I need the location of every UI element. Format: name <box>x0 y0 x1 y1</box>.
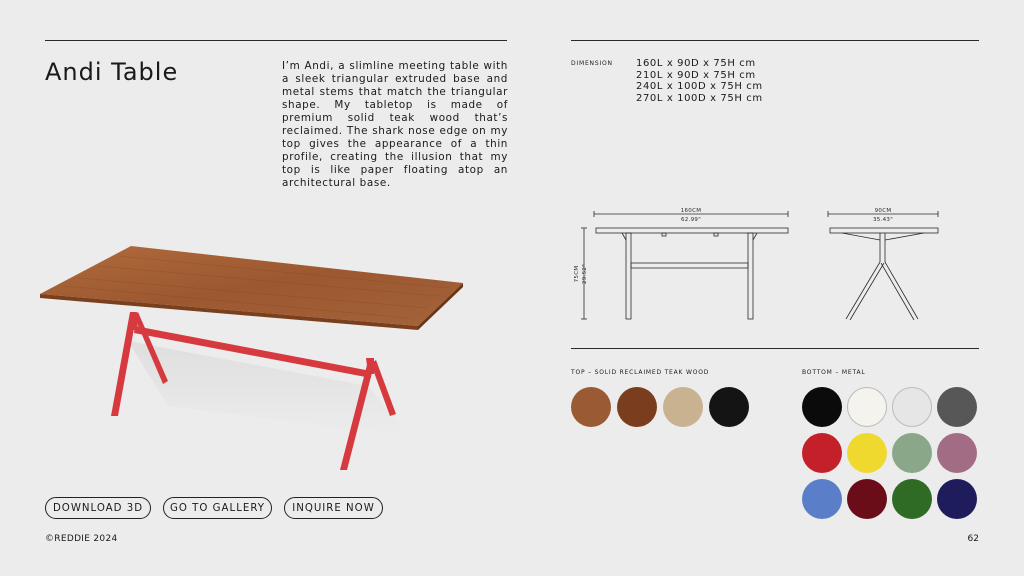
copyright: ©REDDIE 2024 <box>45 534 118 544</box>
top-finish-swatch-black-teak[interactable] <box>709 387 749 427</box>
bottom-color-swatch-red[interactable] <box>802 433 842 473</box>
dimension-item: 270L x 100D x 75H cm <box>636 92 763 104</box>
page-title: Andi Table <box>45 58 179 86</box>
inquire-now-button[interactable]: INQUIRE NOW <box>284 497 383 519</box>
side-view-leg-right <box>885 262 918 319</box>
bottom-color-label: BOTTOM – METAL <box>802 369 866 376</box>
dimension-item: 240L x 100D x 75H cm <box>636 81 763 92</box>
top-rule-left <box>45 40 507 41</box>
technical-drawing <box>560 200 960 330</box>
bottom-color-swatch-black[interactable] <box>802 387 842 427</box>
product-description: I’m Andi, a slimline meeting table with a sleek triangular extruded base and metal stems that match the triangular shape. My tabletop is made of premium solid teak wood that’s reclaimed. The shark nose edge on my top gives the appearance of a thin profile, creating the illusion that my top is like paper floating atop an architectural base. <box>282 60 508 189</box>
front-view-leg-left <box>626 233 631 319</box>
go-to-gallery-button[interactable]: GO TO GALLERY <box>163 497 272 519</box>
front-view-tabletop <box>596 228 788 233</box>
height-cm-label: 75CM <box>574 265 580 283</box>
bottom-color-swatch-white[interactable] <box>847 387 887 427</box>
side-view-tabletop <box>830 228 938 233</box>
depth-cm-label: 90CM <box>874 208 892 214</box>
front-view-leg-right <box>748 233 753 319</box>
bottom-color-swatch-burgundy[interactable] <box>847 479 887 519</box>
bottom-color-swatch-green[interactable] <box>892 479 932 519</box>
dimension-list <box>636 58 763 104</box>
page-number: 62 <box>967 534 979 544</box>
side-view-leg-left <box>846 262 880 319</box>
top-finish-swatch-natural-teak[interactable] <box>571 387 611 427</box>
dimension-label: DIMENSION <box>571 60 613 67</box>
bottom-color-swatch-yellow[interactable] <box>847 433 887 473</box>
table-product-image <box>38 246 468 478</box>
bottom-color-swatch-light-grey[interactable] <box>892 387 932 427</box>
dimension-item: 210L x 90D x 75H cm <box>636 69 756 81</box>
mid-rule <box>571 348 979 349</box>
download-3d-button[interactable]: DOWNLOAD 3D <box>45 497 151 519</box>
length-cm-label: 160CM <box>680 208 702 214</box>
top-rule-right <box>571 40 979 41</box>
bottom-color-swatch-blue[interactable] <box>802 479 842 519</box>
bottom-color-swatch-dark-grey[interactable] <box>937 387 977 427</box>
front-view-stretcher <box>631 263 748 268</box>
length-in-label: 62.99" <box>680 217 702 223</box>
bottom-color-swatch-navy[interactable] <box>937 479 977 519</box>
top-finish-swatch-whitewash-teak[interactable] <box>663 387 703 427</box>
top-finish-swatch-dark-teak[interactable] <box>617 387 657 427</box>
bottom-color-swatch-mauve[interactable] <box>937 433 977 473</box>
depth-in-label: 35.43" <box>872 217 894 223</box>
bottom-color-swatch-sage-green[interactable] <box>892 433 932 473</box>
top-finish-label: TOP – SOLID RECLAIMED TEAK WOOD <box>571 369 710 376</box>
height-in-label: 29.52" <box>582 263 588 285</box>
dimension-item: 160L x 90D x 75H cm <box>636 58 756 69</box>
